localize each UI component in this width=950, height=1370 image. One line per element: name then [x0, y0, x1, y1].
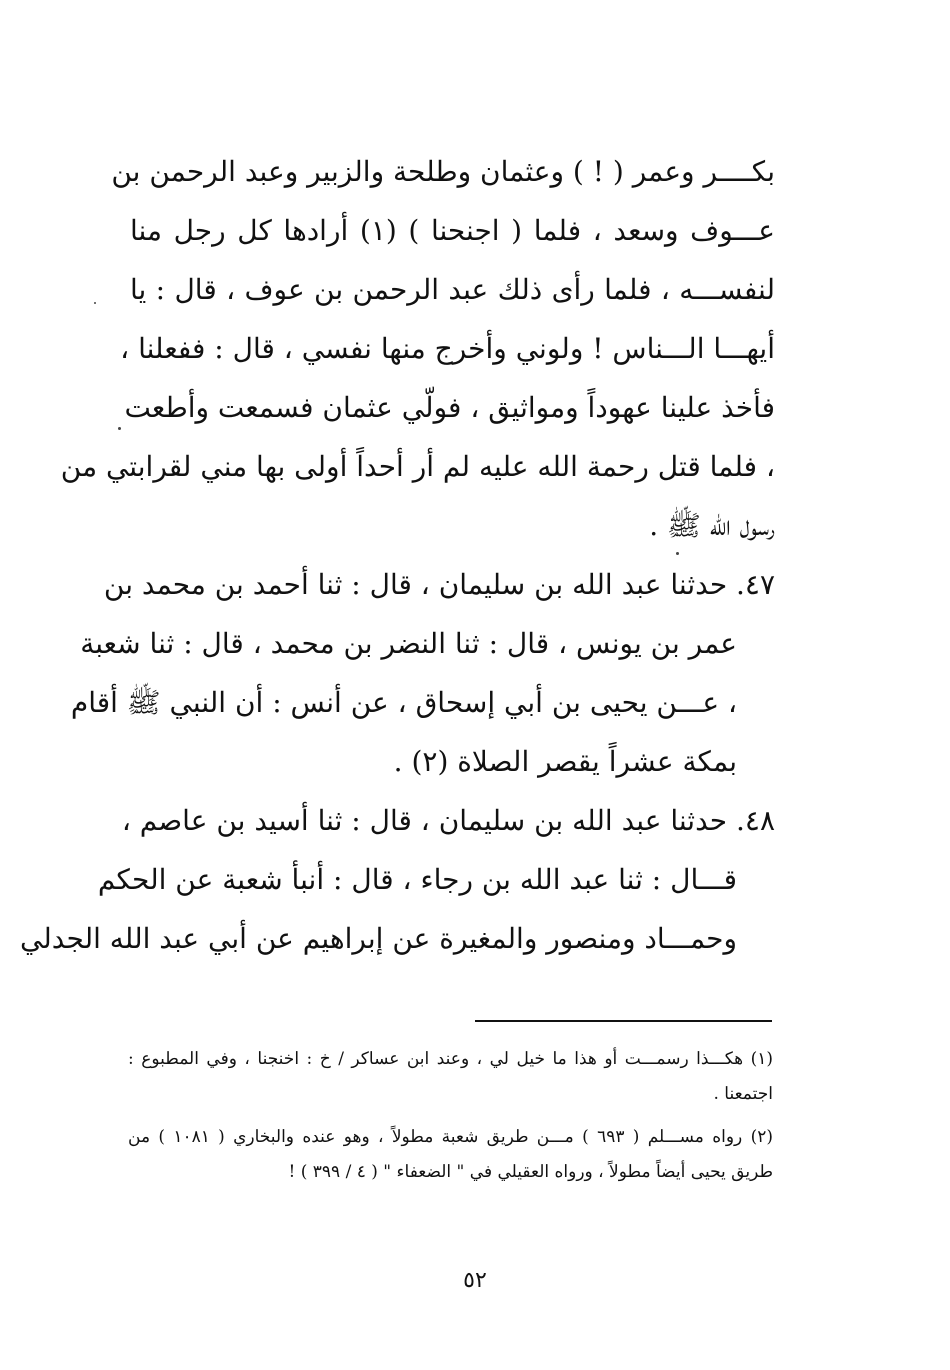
- hadith-48: [19, 791, 775, 968]
- footnotes: [128, 1042, 773, 1190]
- text-line: عمر بن يونس ، قال : ثنا النضر بن محمد ، قال : ثنا شعبة: [80, 627, 737, 660]
- text-line: عـــوف وسعد ، فلما ( اجنحنا ) (١) أرادها كل رجل منا: [130, 214, 775, 247]
- footnote-spacer: [128, 1112, 773, 1120]
- page-number: ٥٢: [463, 1268, 487, 1293]
- footnote-line: طريق يحيى أيضاً مطولاً ، ورواه العقيلي في " الضعفاء " ( ٤ / ٣٩٩ ) !: [288, 1162, 773, 1182]
- scan-speck: [94, 302, 96, 304]
- text-line: ، عـــن يحيى بن أبي إسحاق ، عن أنس : أن النبي ﷺ أقام: [70, 686, 737, 719]
- footnote-2: [128, 1120, 773, 1190]
- main-text-body: [19, 142, 775, 968]
- text-line: لنفســـه ، فلما رأى ذلك عبد الرحمن بن عوف ، قال : يا: [130, 273, 775, 306]
- footnote-line: (١) هكـــذا رسمـــت أو هذا ما خيل لي ، وعند ابن عساكر / خ : اخنجنا ، وفي المطبوع :: [128, 1049, 773, 1069]
- footnote-separator: [475, 1020, 772, 1022]
- text-line: فأخذ علينا عهوداً ومواثيق ، فولّي عثمان فسمعت وأطعت: [124, 391, 775, 424]
- footnote-1: [128, 1042, 773, 1112]
- text-line: رسول الله ﷺ .: [649, 509, 775, 542]
- text-line: بمكة عشراً يقصر الصلاة (٢) .: [393, 745, 737, 778]
- text-line: أيهـــا الـــناس ! ولوني وأخرج منها نفسي ، قال : ففعلنا ،: [120, 332, 775, 365]
- text-line: ٤٨. حدثنا عبد الله بن سليمان ، قال : ثنا أسيد بن عاصم ،: [121, 804, 775, 837]
- text-line: ٤٧. حدثنا عبد الله بن سليمان ، قال : ثنا أحمد بن محمد بن: [103, 568, 775, 601]
- hadith-47: [70, 555, 775, 791]
- footnote-line: (٢) رواه مســـلم ( ٦٩٣ ) مـــن طريق شعبة مطولاً ، وهو عنده والبخاري ( ١٠٨١ ) من: [128, 1127, 773, 1147]
- scan-speck: [676, 552, 679, 555]
- scan-speck: [118, 427, 121, 430]
- text-line: وحمـــاد ومنصور والمغيرة عن إبراهيم عن أبي عبد الله الجدلي: [19, 922, 737, 955]
- footnote-line: اجتمعنا .: [713, 1084, 773, 1104]
- text-line: قـــال : ثنا عبد الله بن رجاء ، قال : أنبأ شعبة عن الحكم: [97, 863, 737, 896]
- text-line: ، فلما قتل رحمة الله عليه لم أر أحداً أولى بها مني لقرابتي من: [60, 450, 775, 483]
- paragraph-continuation: [60, 142, 775, 555]
- text-line: بكــــر وعمر ( ! ) وعثمان وطلحة والزبير وعبد الرحمن بن: [111, 155, 775, 188]
